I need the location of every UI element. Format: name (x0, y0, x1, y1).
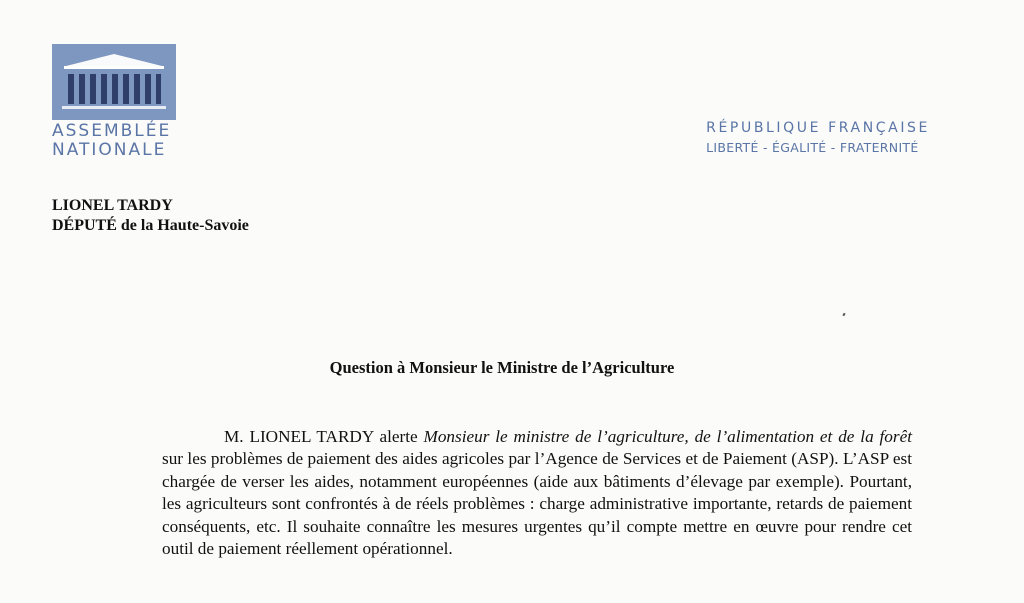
scan-speck (842, 313, 845, 317)
logo-line-2: NATIONALE (52, 140, 167, 160)
author-block (52, 196, 249, 236)
assemblee-nationale-building-icon (52, 44, 176, 120)
question-text: sur les problèmes de paiement des aides agricoles par l’Agence de Services et de Paiement (ASP). L’ASP est chargée de verser les aides, notamment européennes (aide aux bâtiments d’élevage par exemple). Pourtant, les agriculteurs sont confrontés à de réels problèmes : charge administrative importante, retards de paiement conséquents, etc. Il souhaite connaître les mesures urgentes qu’il compte mettre en œuvre pour rendre cet outil de paiement réellement opérationnel. (162, 449, 912, 559)
republique-francaise-header (706, 118, 930, 158)
republic-motto: LIBERTÉ - ÉGALITÉ - FRATERNITÉ (706, 140, 919, 155)
question-intro: M. LIONEL TARDY alerte (224, 427, 424, 446)
republic-title: RÉPUBLIQUE FRANÇAISE (706, 120, 930, 136)
author-role: DÉPUTÉ de la Haute-Savoie (52, 217, 249, 234)
author-name: LIONEL TARDY (52, 197, 173, 214)
question-body (162, 426, 912, 560)
question-addressee: Monsieur le ministre de l’agriculture, de l’alimentation et de la forêt (423, 427, 912, 446)
logo-line-1: ASSEMBLÉE (52, 121, 172, 141)
assemblee-nationale-logo (52, 44, 180, 160)
question-title: Question à Monsieur le Ministre de l’Agriculture (329, 358, 675, 377)
